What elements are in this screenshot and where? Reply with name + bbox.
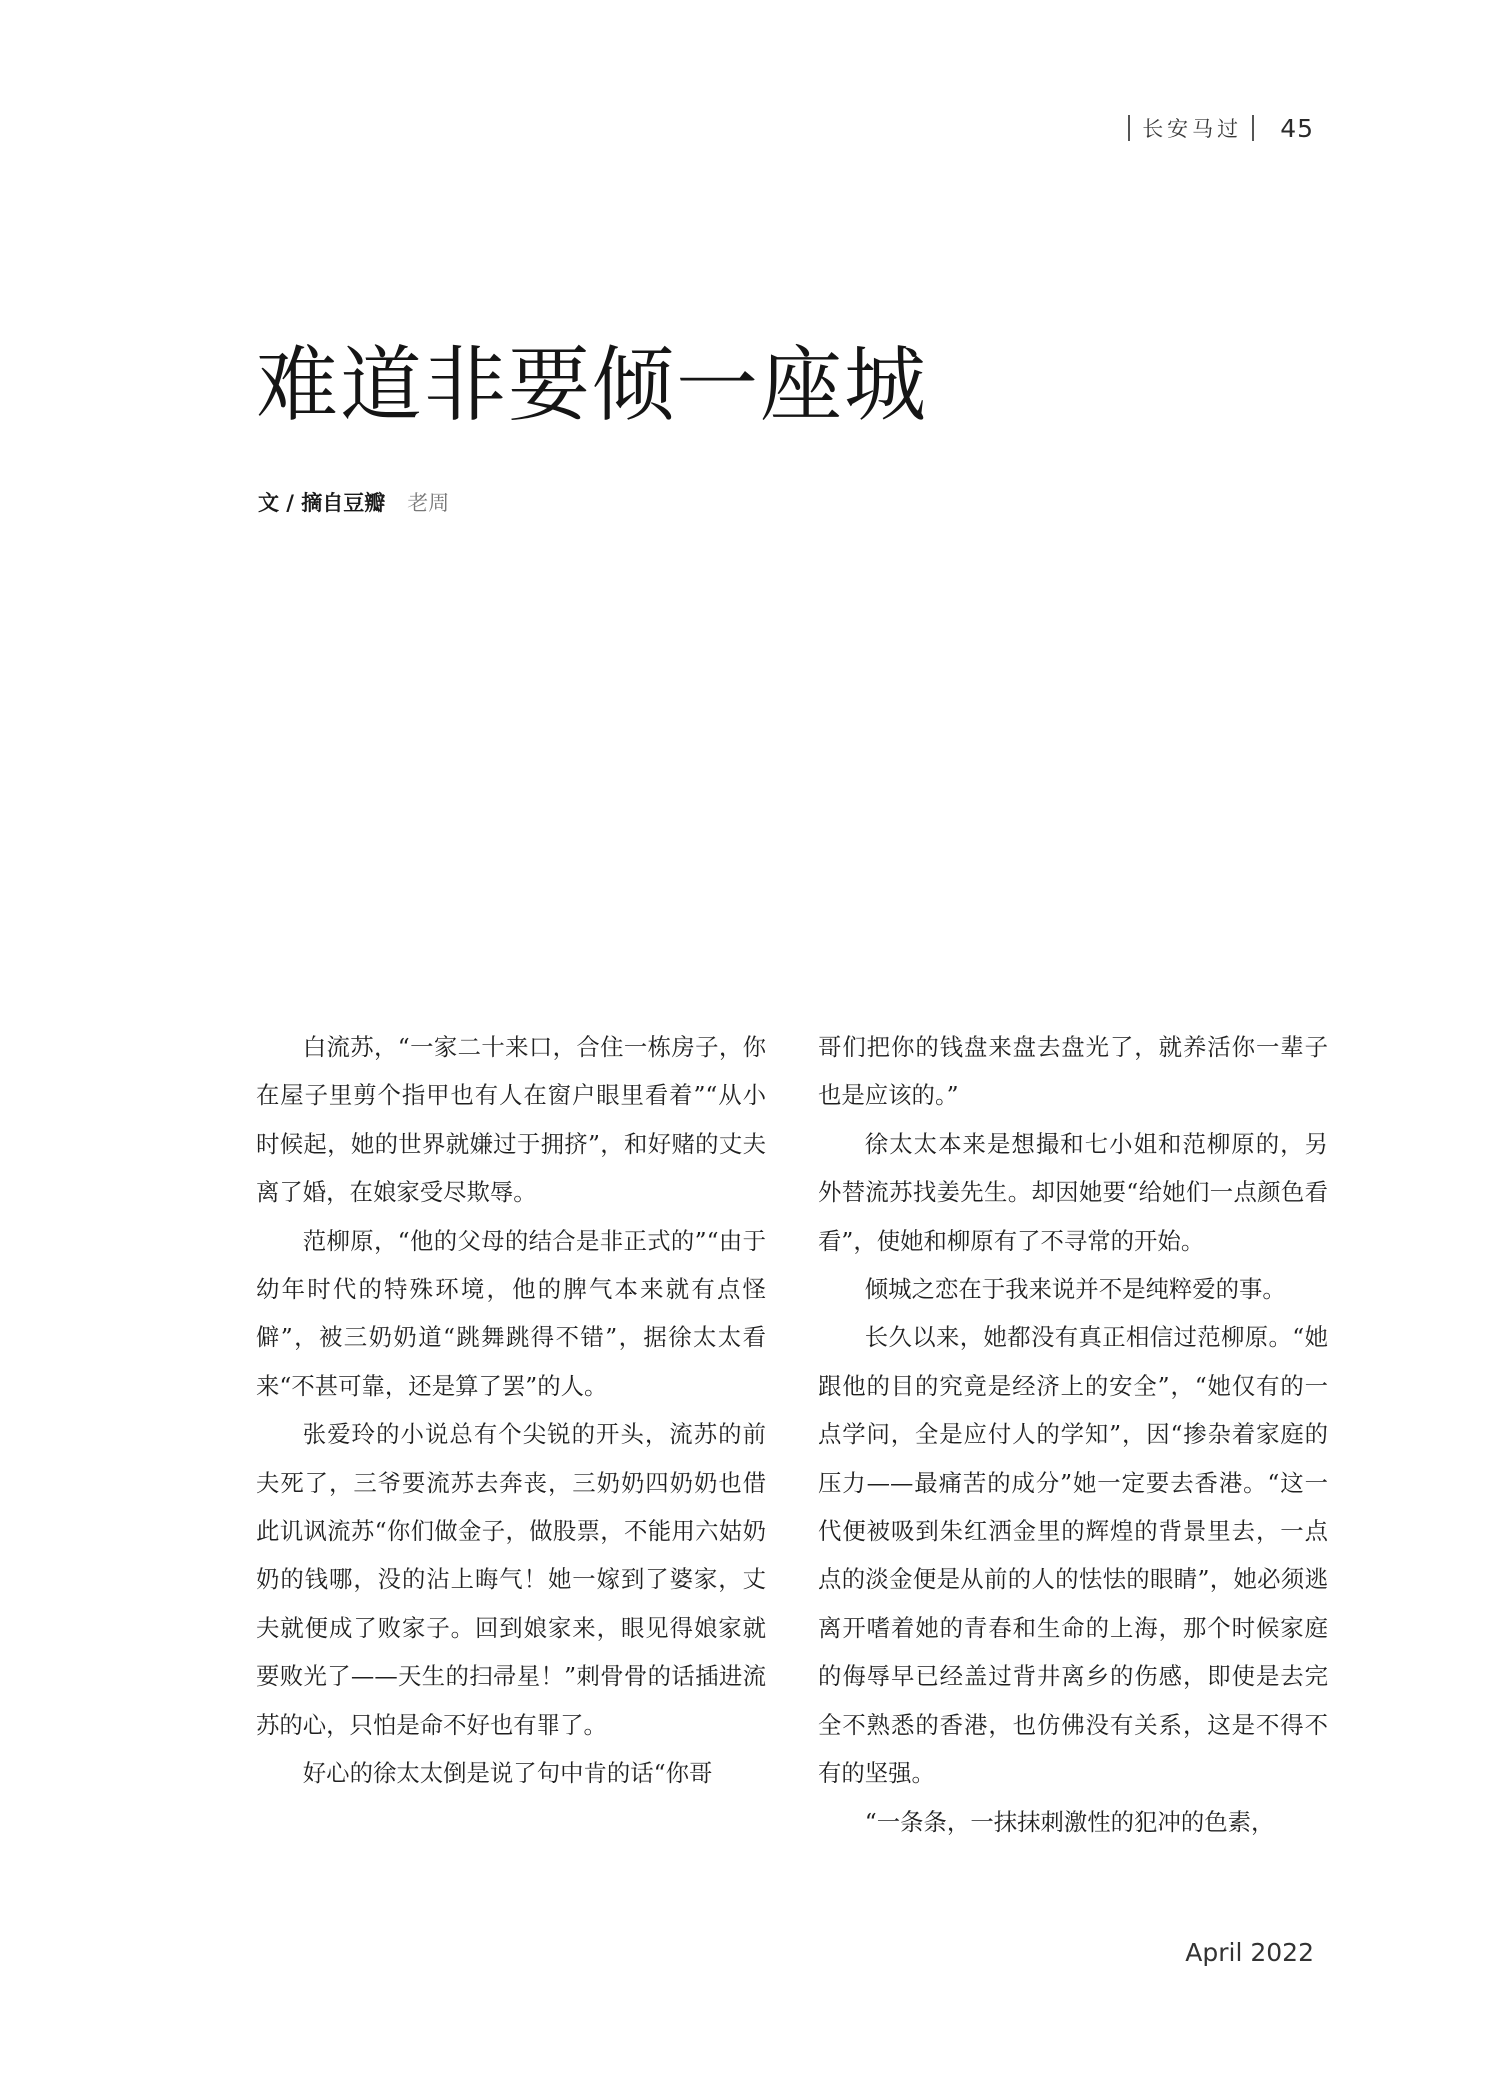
byline bbox=[258, 487, 449, 517]
paragraph: “一条条，一抹抹刺激性的犯冲的色素， bbox=[864, 1807, 1275, 1836]
byline-author: 老周 bbox=[407, 491, 450, 515]
issue-date: April 2022 bbox=[1185, 1938, 1314, 1967]
page-number: 45 bbox=[1280, 113, 1314, 143]
paragraph: 倾城之恋在于我来说并不是纯粹爱的事。 bbox=[864, 1275, 1286, 1304]
paragraph: 好心的徐太太倒是说了句中肯的话“你哥 bbox=[302, 1759, 713, 1788]
body-column-left bbox=[256, 1023, 766, 1798]
header-divider-right bbox=[1252, 115, 1254, 141]
byline-source: 文 / 摘自豆瓣 bbox=[258, 491, 386, 515]
article-title: 难道非要倾一座城 bbox=[256, 338, 929, 433]
paragraph: 白流苏，“一家二十来口，合住一栋房子，你在屋子里剪个指甲也有人在窗户眼里看着”“从小时候起，她的世界就嫌过于拥挤”，和好赌的丈夫离了婚，在娘家受尽欺辱。 bbox=[256, 1033, 766, 1207]
running-header bbox=[1128, 113, 1314, 143]
paragraph: 范柳原，“他的父母的结合是非正式的”“由于幼年时代的特殊环境，他的脾气本来就有点怪僻”，被三奶奶道“跳舞跳得不错”，据徐太太看来“不甚可靠，还是算了罢”的人。 bbox=[256, 1226, 766, 1400]
header-divider-left bbox=[1128, 115, 1130, 141]
paragraph: 张爱玲的小说总有个尖锐的开头，流苏的前夫死了，三爷要流苏去奔丧，三奶奶四奶奶也借此讥讽流苏“你们做金子，做股票，不能用六姑奶奶的钱哪，没的沾上晦气！她一嫁到了婆家，丈夫就便成了败家子。回到娘家来，眼见得娘家就要败光了——天生的扫帚星！”刺骨骨的话插进流苏的心，只怕是命不好也有罪了。 bbox=[256, 1420, 766, 1739]
section-title: 长安马过 bbox=[1142, 117, 1243, 141]
paragraph: 长久以来，她都没有真正相信过范柳原。“她跟他的目的究竟是经济上的安全”，“她仅有的一点学问，全是应付人的学知”，因“掺杂着家庭的压力——最痛苦的成分”她一定要去香港。“这一代便被吸到朱红洒金里的辉煌的背景里去，一点点的淡金便是从前的人的怯怯的眼睛”，她必须逃离开嗜着她的青春和生命的上海，那个时候家庭的侮辱早已经盖过背井离乡的伤感，即使是去完全不熟悉的香港，也仿佛没有关系，这是不得不有的坚强。 bbox=[818, 1323, 1328, 1788]
paragraph: 徐太太本来是想撮和七小姐和范柳原的，另外替流苏找姜先生。却因她要“给她们一点颜色看看”，使她和柳原有了不寻常的开始。 bbox=[818, 1129, 1328, 1255]
paragraph-continued: 哥们把你的钱盘来盘去盘光了，就养活你一辈子也是应该的。” bbox=[818, 1033, 1328, 1110]
body-column-right bbox=[818, 1023, 1328, 1846]
